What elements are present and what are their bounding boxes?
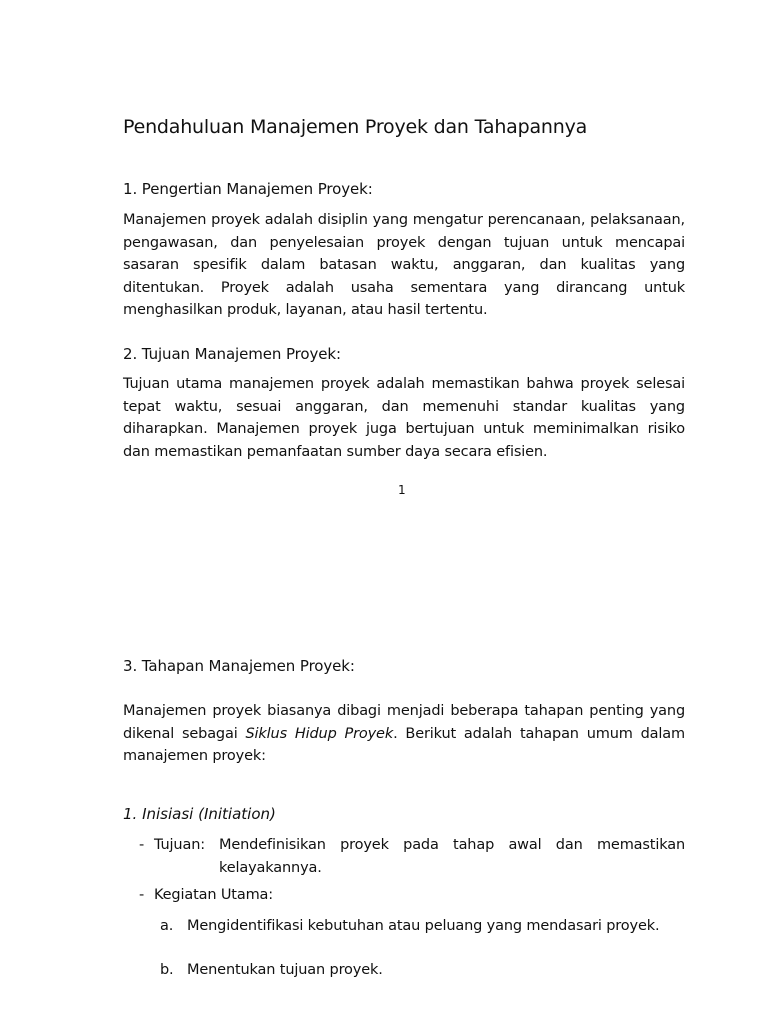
goal-text: Mendefinisikan proyek pada tahap awal dan memastikan kelayakannya. bbox=[219, 837, 685, 876]
phase-goal-row bbox=[139, 834, 685, 879]
phase-heading-inisiasi: 1. Inisiasi (Initiation) bbox=[123, 805, 276, 823]
page-number: 1 bbox=[398, 483, 406, 497]
document-title: Pendahuluan Manajemen Proyek dan Tahapannya bbox=[123, 116, 588, 138]
activity-text: Mengidentifikasi kebutuhan atau peluang yang mendasari proyek. bbox=[187, 918, 660, 934]
siklus-hidup-proyek-term: Siklus Hidup Proyek bbox=[245, 725, 394, 742]
activities-label: Kegiatan Utama: bbox=[154, 887, 274, 903]
activity-item bbox=[160, 959, 685, 982]
activity-text: Menentukan tujuan proyek. bbox=[187, 962, 383, 978]
activity-marker: a. bbox=[160, 918, 174, 934]
section-heading-pengertian: 1. Pengertian Manajemen Proyek: bbox=[123, 180, 373, 198]
phase-activities-row bbox=[139, 884, 685, 907]
activity-marker: b. bbox=[160, 962, 174, 978]
tahapan-text-before: Manajemen proyek biasanya dibagi menjadi beberapa tahapan penting yang dikenal sebagai bbox=[123, 703, 685, 742]
goal-label: Tujuan: bbox=[154, 837, 205, 853]
section-heading-tahapan: 3. Tahapan Manajemen Proyek: bbox=[123, 657, 355, 675]
tahapan-text-after: . Berikut adalah tahapan umum dalam manajemen proyek: bbox=[123, 725, 685, 765]
activity-item bbox=[160, 915, 685, 938]
section-paragraph-tahapan bbox=[123, 700, 685, 768]
section-paragraph-pengertian: Manajemen proyek adalah disiplin yang mengatur perencanaan, pelaksanaan, pengawasan, dan penyelesaian proyek dengan tujuan untuk mencapai sasaran spesifik dalam batasan waktu, anggaran, dan kualitas yang ditentukan. Proyek adalah usaha sementara yang dirancang untuk menghasilkan produk, layanan, atau hasil tertentu. bbox=[123, 212, 685, 319]
section-paragraph-tujuan: Tujuan utama manajemen proyek adalah memastikan bahwa proyek selesai tepat waktu, sesuai anggaran, dan memenuhi standar kualitas yang diharapkan. Manajemen proyek juga bertujuan untuk meminimalkan risiko dan memastikan pemanfaatan sumber daya secara efisien. bbox=[123, 376, 685, 460]
dash-marker: - bbox=[139, 837, 145, 853]
dash-marker: - bbox=[139, 887, 145, 903]
section-heading-tujuan: 2. Tujuan Manajemen Proyek: bbox=[123, 345, 341, 363]
